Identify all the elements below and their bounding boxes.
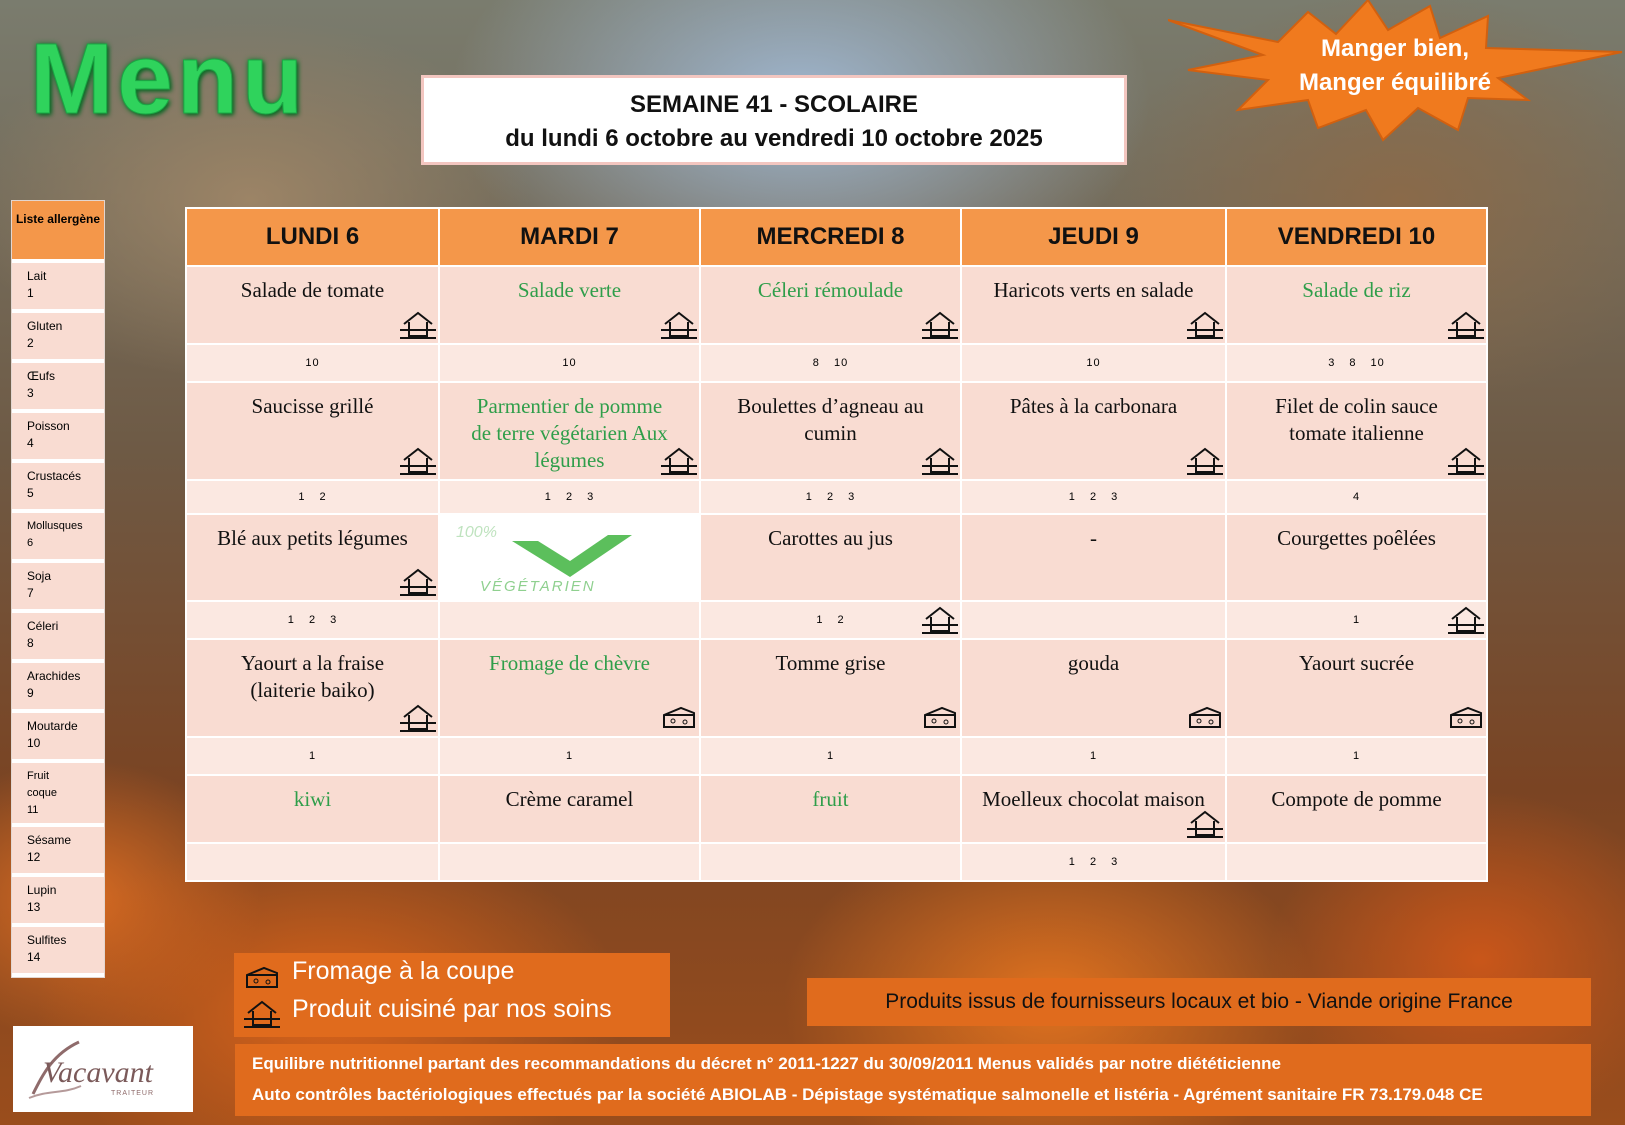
dish-name: Salade de riz — [1302, 278, 1411, 302]
allergen-name: Œufs — [27, 369, 56, 383]
dish-name: Parmentier de pomme de terre végétarien Aux légumes — [471, 394, 668, 472]
allergen-codes — [700, 344, 961, 382]
allergen-codes — [1226, 737, 1487, 775]
dish-name: - — [1090, 526, 1097, 550]
allergen-list — [11, 200, 105, 978]
dish-cell — [439, 775, 700, 843]
house-icon — [922, 605, 956, 635]
allergen-number: 14 — [27, 950, 41, 964]
house-icon — [400, 703, 434, 733]
slogan-line2: Manger équilibré — [1298, 69, 1492, 96]
allergen-code-text: 1 2 3 — [287, 614, 338, 626]
allergen-codes — [1226, 601, 1487, 639]
allergen-code-text: 1 2 3 — [1068, 856, 1119, 868]
allergen-codes — [439, 601, 700, 639]
house-icon — [922, 310, 956, 340]
dish-cell — [439, 639, 700, 737]
allergen-number: 1 — [27, 286, 34, 300]
allergen-item — [12, 713, 104, 763]
allergen-code-text: 1 2 — [298, 491, 327, 503]
cheese-icon — [1187, 703, 1221, 733]
week-box — [424, 78, 1124, 162]
badge-line2: VÉGÉTARIEN — [479, 578, 596, 595]
allergen-codes — [961, 601, 1226, 639]
dish-cell — [439, 382, 700, 480]
allergen-codes — [439, 344, 700, 382]
allergen-codes — [439, 737, 700, 775]
day-header: LUNDI 6 — [186, 208, 439, 266]
cheese-icon — [1448, 703, 1482, 733]
allergen-codes — [700, 843, 961, 881]
allergen-item — [12, 663, 104, 713]
allergen-codes — [961, 480, 1226, 514]
allergen-name: Sulfites — [27, 933, 67, 947]
allergen-item — [12, 263, 104, 313]
allergen-code-text: 1 2 3 — [805, 491, 856, 503]
dish-cell — [700, 775, 961, 843]
allergen-name: Sésame — [27, 833, 72, 847]
allergen-codes — [700, 601, 961, 639]
dish-cell — [186, 266, 439, 344]
allergen-codes — [439, 843, 700, 881]
allergen-codes — [961, 344, 1226, 382]
allergen-name: Lupin — [27, 883, 57, 897]
house-icon — [661, 310, 695, 340]
house-icon — [400, 567, 434, 597]
day-header: VENDREDI 10 — [1226, 208, 1487, 266]
allergen-codes — [700, 737, 961, 775]
allergen-code-text: 10 — [562, 357, 577, 369]
allergen-name: Gluten — [27, 319, 63, 333]
dish-name: Tomme grise — [775, 651, 886, 675]
house-icon — [400, 310, 434, 340]
week-title: SEMAINE 41 - SCOLAIRE — [629, 91, 919, 118]
dish-name: Pâtes à la carbonara — [1009, 394, 1178, 418]
allergen-name: Soja — [27, 569, 52, 583]
bio-banner: Produits issus de fournisseurs locaux et bio - Viande origine France — [807, 978, 1591, 1026]
house-icon — [244, 999, 280, 1029]
allergen-code-text: 1 2 3 — [544, 491, 595, 503]
allergen-code-text: 1 — [565, 750, 574, 762]
allergen-item — [12, 763, 104, 827]
allergen-number: 12 — [27, 850, 41, 864]
dish-name: Boulettes d’agneau au cumin — [737, 394, 924, 445]
allergen-item — [12, 313, 104, 363]
vegetarian-check-icon — [442, 515, 698, 595]
allergen-code-text: 1 — [1089, 750, 1098, 762]
badge-line1: 100% — [455, 524, 497, 541]
dish-cell — [186, 639, 439, 737]
legend-house-label: Produit cuisiné par nos soins — [292, 995, 612, 1023]
allergen-codes — [186, 344, 439, 382]
allergen-code-text: 4 — [1352, 491, 1361, 503]
dish-name: fruit — [812, 787, 849, 811]
allergen-code-text: 8 10 — [812, 357, 849, 369]
allergen-code-text: 10 — [305, 357, 320, 369]
dish-name: Compote de pomme — [1271, 787, 1442, 811]
footer-line1: Equilibre nutritionnel partant des recommandations du décret n° 2011-1227 du 30/09/2011 Menus validés par notre diététicienne — [252, 1054, 1282, 1073]
vegetarian-badge — [439, 514, 700, 601]
dish-name: gouda — [1067, 651, 1120, 675]
allergen-list-title: Liste allergène — [12, 201, 104, 263]
cheese-icon — [661, 703, 695, 733]
legend-cheese-label: Fromage à la coupe — [292, 957, 515, 985]
allergen-name: Lait — [27, 269, 47, 283]
allergen-number: 5 — [27, 486, 34, 500]
house-icon — [1187, 809, 1221, 839]
house-icon — [400, 446, 434, 476]
allergen-number: 8 — [27, 636, 34, 650]
house-icon — [1448, 310, 1482, 340]
house-icon — [1448, 605, 1482, 635]
allergen-code-text: 3 8 10 — [1328, 357, 1385, 369]
allergen-number: 10 — [27, 736, 41, 750]
dish-cell — [186, 514, 439, 601]
dish-name: Filet de colin sauce tomate italienne — [1275, 394, 1438, 445]
house-icon — [661, 446, 695, 476]
allergen-item — [12, 563, 104, 613]
allergen-name: Céleri — [27, 619, 59, 633]
allergen-item — [12, 463, 104, 513]
dish-name: Yaourt a la fraise (laiterie baiko) — [240, 651, 385, 702]
day-header: JEUDI 9 — [961, 208, 1226, 266]
allergen-code-text: 1 — [308, 750, 317, 762]
allergen-name: Fruit coque — [27, 770, 57, 799]
allergen-item — [12, 827, 104, 877]
house-icon — [1448, 446, 1482, 476]
dish-name: Yaourt sucrée — [1298, 651, 1415, 675]
allergen-codes — [186, 843, 439, 881]
dish-name: Salade de tomate — [240, 278, 385, 302]
dish-name: Carottes au jus — [768, 526, 893, 550]
logo-brand: Vacavant — [43, 1056, 153, 1089]
week-dates: du lundi 6 octobre au vendredi 10 octobre 2025 — [505, 125, 1043, 152]
dish-name: Moelleux chocolat maison — [982, 787, 1205, 811]
dish-name: Céleri rémoulade — [757, 278, 904, 302]
allergen-name: Moutarde — [27, 719, 78, 733]
dish-name: kiwi — [293, 787, 332, 811]
menu-title: Menu — [30, 23, 308, 135]
slogan-text — [1240, 32, 1550, 100]
allergen-item — [12, 413, 104, 463]
allergen-codes — [961, 737, 1226, 775]
menu-table — [185, 207, 1488, 882]
cheese-icon — [244, 963, 280, 993]
allergen-codes — [1226, 344, 1487, 382]
allergen-item — [12, 363, 104, 413]
allergen-item — [12, 877, 104, 927]
day-header: MARDI 7 — [439, 208, 700, 266]
logo — [13, 1026, 193, 1112]
allergen-codes — [1226, 480, 1487, 514]
allergen-codes — [439, 480, 700, 514]
allergen-number: 4 — [27, 436, 34, 450]
logo-tag: TRAITEUR — [111, 1090, 154, 1097]
allergen-item — [12, 613, 104, 663]
dish-cell — [1226, 639, 1487, 737]
allergen-code-text: 1 — [1352, 750, 1361, 762]
dish-cell — [700, 382, 961, 480]
dish-cell — [961, 382, 1226, 480]
dish-name: Haricots verts en salade — [993, 278, 1194, 302]
allergen-code-text: 1 2 3 — [1068, 491, 1119, 503]
dish-cell — [961, 639, 1226, 737]
dish-cell — [961, 266, 1226, 344]
dish-name: Fromage de chèvre — [489, 651, 650, 675]
allergen-codes — [186, 601, 439, 639]
allergen-item — [12, 513, 104, 563]
allergen-number: 2 — [27, 336, 34, 350]
allergen-codes — [186, 737, 439, 775]
dish-name: Saucisse grillé — [251, 394, 374, 418]
allergen-number: 9 — [27, 686, 34, 700]
dish-cell — [186, 382, 439, 480]
slogan-line1: Manger bien, — [1320, 35, 1470, 62]
dish-cell — [1226, 775, 1487, 843]
allergen-number: 6 — [27, 537, 34, 549]
dish-cell — [439, 266, 700, 344]
allergen-name: Mollusques — [27, 520, 83, 532]
dish-name: Salade verte — [517, 278, 622, 302]
allergen-codes — [961, 843, 1226, 881]
allergen-code-text: 1 — [1352, 614, 1361, 626]
dish-name: Courgettes poêlées — [1277, 526, 1436, 550]
dish-name: Crème caramel — [505, 787, 634, 811]
dish-cell — [1226, 514, 1487, 601]
house-icon — [1187, 446, 1221, 476]
cheese-icon — [922, 703, 956, 733]
allergen-codes — [700, 480, 961, 514]
footer — [235, 1044, 1591, 1116]
allergen-number: 3 — [27, 386, 34, 400]
dish-cell — [961, 514, 1226, 601]
allergen-codes — [186, 480, 439, 514]
footer-line2: Auto contrôles bactériologiques effectués par la société ABIOLAB - Dépistage systématique salmonelle et listéria - Agrément sanitaire FR 73.179.048 CE — [252, 1085, 1483, 1104]
allergen-code-text: 10 — [1086, 357, 1101, 369]
allergen-number: 7 — [27, 586, 34, 600]
allergen-name: Crustacés — [27, 469, 82, 483]
house-icon — [922, 446, 956, 476]
dish-cell — [700, 639, 961, 737]
allergen-code-text: 1 — [826, 750, 835, 762]
allergen-codes — [1226, 843, 1487, 881]
dish-name: Blé aux petits légumes — [217, 526, 408, 550]
allergen-number: 13 — [27, 900, 41, 914]
dish-cell — [186, 775, 439, 843]
dish-cell — [1226, 266, 1487, 344]
dish-cell — [961, 775, 1226, 843]
dish-cell — [700, 514, 961, 601]
allergen-name: Poisson — [27, 419, 70, 433]
legend — [234, 953, 670, 1037]
dish-cell — [1226, 382, 1487, 480]
dish-cell — [700, 266, 961, 344]
day-header: MERCREDI 8 — [700, 208, 961, 266]
allergen-item — [12, 927, 104, 977]
allergen-code-text: 1 2 — [816, 614, 845, 626]
allergen-name: Arachides — [27, 669, 81, 683]
house-icon — [1187, 310, 1221, 340]
allergen-number: 11 — [27, 804, 39, 816]
